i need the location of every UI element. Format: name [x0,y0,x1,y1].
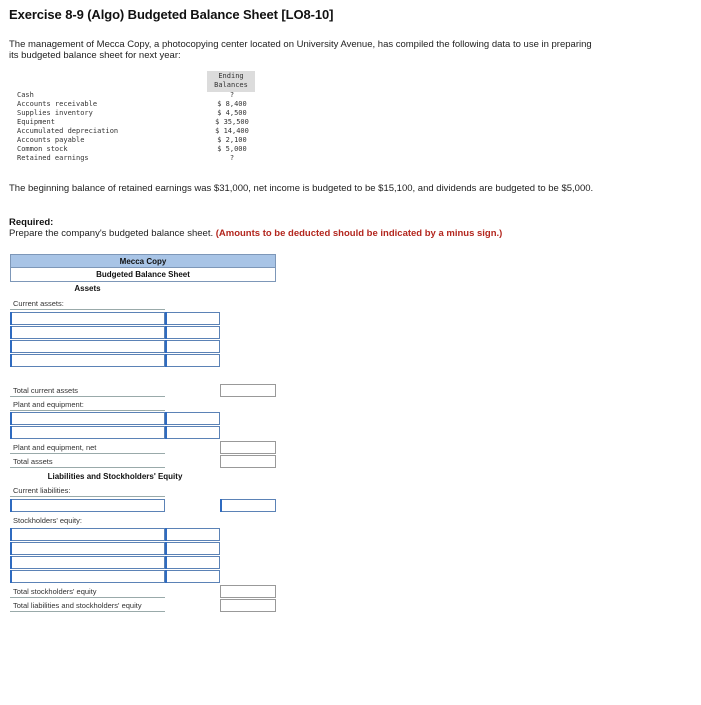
ending-balances-header [207,71,255,92]
equity-amount-input[interactable] [165,528,220,541]
plant-equipment-input-row [10,426,276,439]
required-text: Prepare the company's budgeted balance sheet. [9,228,214,239]
current-liability-account-input[interactable] [10,499,165,512]
ending-header-line2: Balances [214,81,248,89]
equity-input-row [10,528,276,541]
account-value: $ 8,400 [217,100,247,108]
plant-equipment-label: Plant and equipment: [10,398,165,411]
account-value: ? [229,91,235,99]
total-liabilities-equity-row [10,599,276,612]
equity-account-input[interactable] [10,570,165,583]
account-value: $ 35,500 [215,118,249,126]
equity-input-row [10,542,276,555]
equity-input-row [10,570,276,583]
total-assets-row [10,455,276,468]
equity-input-row [10,556,276,569]
current-asset-input-row [10,326,276,339]
account-name: Cash [17,91,34,99]
account-name: Accounts receivable [17,100,98,108]
account-row [17,154,257,163]
total-current-assets-row [10,384,276,397]
plant-equipment-amount-input[interactable] [165,426,220,439]
plant-equipment-net-amount[interactable] [220,441,276,454]
current-asset-input-row [10,312,276,325]
required-label: Required: [9,217,54,228]
current-asset-account-input[interactable] [10,326,165,339]
beginning-balance-text: The beginning balance of retained earnings was $31,000, net income is budgeted to be $15,100, and dividends are budgeted to be $5,000. [9,183,594,194]
total-current-assets-label: Total current assets [10,384,165,397]
equity-account-input[interactable] [10,556,165,569]
stockholders-equity-label: Stockholders' equity: [13,516,82,525]
account-name: Accounts payable [17,136,85,144]
account-name: Supplies inventory [17,109,93,117]
current-asset-account-input[interactable] [10,340,165,353]
equity-amount-input[interactable] [165,542,220,555]
equity-amount-input[interactable] [165,570,220,583]
equity-amount-input[interactable] [165,556,220,569]
statement-name: Budgeted Balance Sheet [10,268,276,282]
current-asset-amount-input[interactable] [165,354,220,367]
assets-heading: Assets [74,284,101,293]
plant-equipment-input-row [10,412,276,425]
plant-equipment-account-input[interactable] [10,412,165,425]
account-balances-table [17,91,257,163]
account-row [17,109,257,118]
company-name: Mecca Copy [10,254,276,268]
current-liabilities-label: Current liabilities: [10,484,165,497]
account-row [17,136,257,145]
stockholders-equity-row [10,514,276,527]
ending-header-line1: Ending [218,72,244,80]
liabilities-equity-heading: Liabilities and Stockholders' Equity [47,472,183,481]
account-row [17,127,257,136]
current-asset-account-input[interactable] [10,354,165,367]
plant-equipment-account-input[interactable] [10,426,165,439]
exercise-title: Exercise 8-9 (Algo) Budgeted Balance Sheet [LO8-10] [9,7,334,22]
account-row [17,118,257,127]
required-instructions [9,228,502,239]
total-current-assets-amount[interactable] [220,384,276,397]
plant-equipment-amount-input[interactable] [165,412,220,425]
current-assets-row [10,297,276,310]
current-liability-input-row [10,499,276,512]
total-equity-amount[interactable] [220,585,276,598]
intro-text: The management of Mecca Copy, a photocopying center located on University Avenue, has compiled the following data to use in preparing its budgeted balance sheet for next year: [9,39,592,61]
total-equity-row [10,585,276,598]
current-asset-input-row [10,354,276,367]
account-name: Common stock [17,145,68,153]
current-asset-amount-input[interactable] [165,340,220,353]
account-value: ? [229,154,235,162]
total-liabilities-equity-amount[interactable] [220,599,276,612]
current-asset-amount-input[interactable] [165,326,220,339]
total-assets-amount[interactable] [220,455,276,468]
account-value: $ 4,500 [217,109,247,117]
equity-account-input[interactable] [10,542,165,555]
account-name: Accumulated depreciation [17,127,119,135]
account-row [17,145,257,154]
total-equity-label: Total stockholders' equity [10,585,165,598]
total-liabilities-equity-label: Total liabilities and stockholders' equity [10,599,165,612]
equity-account-input[interactable] [10,528,165,541]
account-row [17,100,257,109]
current-asset-account-input[interactable] [10,312,165,325]
required-note: (Amounts to be deducted should be indicated by a minus sign.) [215,228,503,239]
account-value: $ 14,400 [215,127,249,135]
account-name: Retained earnings [17,154,89,162]
current-asset-input-row [10,340,276,353]
plant-equipment-net-row [10,441,276,454]
plant-equipment-row [10,398,276,411]
plant-equipment-net-label: Plant and equipment, net [10,441,165,454]
current-liabilities-row [10,484,276,497]
account-value: $ 2,100 [217,136,247,144]
account-value: $ 5,000 [217,145,247,153]
current-liability-amount-input[interactable] [220,499,276,512]
current-assets-label: Current assets: [10,297,165,310]
account-name: Equipment [17,118,55,126]
current-asset-amount-input[interactable] [165,312,220,325]
account-row [17,91,257,100]
total-assets-label: Total assets [10,455,165,468]
